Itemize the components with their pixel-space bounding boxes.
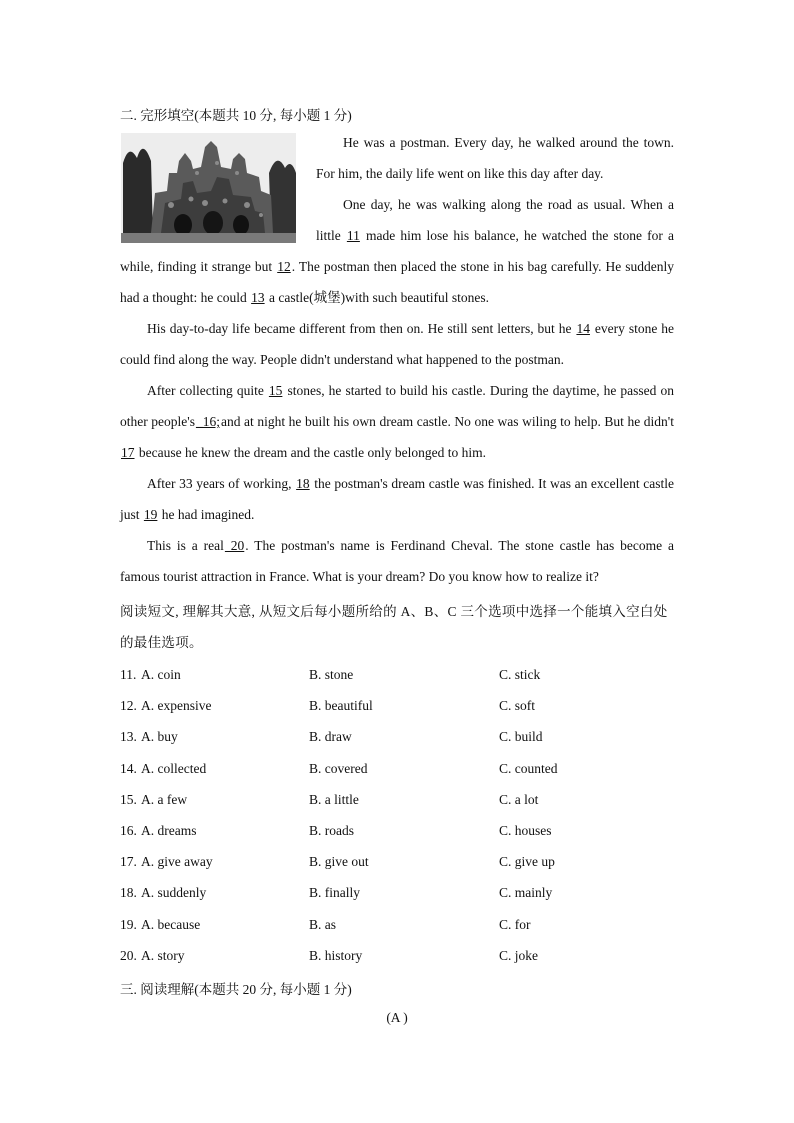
passage-label: (A ) [386, 1010, 408, 1025]
blank-11: 11 [346, 228, 360, 243]
option-row: 14. A. collected B. covered C. counted [120, 760, 558, 776]
option-row: 11. A. coin B. stone C. stick [120, 667, 541, 682]
blank-15: 15 [268, 383, 283, 398]
options-list [120, 659, 680, 971]
section-title-cloze: 二. 完形填空(本题共 10 分, 每小题 1 分) [120, 108, 352, 123]
blank-19: 19 [143, 507, 158, 522]
blank-13: 13 [251, 290, 265, 305]
option-row: 16. A. dreams B. roads C. houses [120, 822, 552, 838]
blank-17: 17 [121, 445, 135, 460]
blank-20: 20 [224, 538, 245, 553]
option-row: 20. A. story B. history C. joke [120, 947, 538, 963]
blank-18: 18 [296, 476, 310, 491]
blank-12: 12 [277, 259, 291, 274]
blank-16: _16; [195, 414, 220, 429]
paragraph-5: After 33 years of working, 18 the postman's dream castle was finished. It was an excellent castle just 19 he had imagined. [120, 476, 674, 522]
option-row: 18. A. suddenly B. finally C. mainly [120, 885, 553, 901]
paragraph-3: His day-to-day life became different from then on. He still sent letters, but he 14 every stone he could find along the way. People didn't understand what happened to the postman. [120, 321, 675, 367]
option-row: 12. A. expensive B. beautiful C. soft [120, 698, 536, 714]
blank-14: 14 [576, 321, 590, 336]
section-title-reading: 三. 阅读理解(本题共 20 分, 每小题 1 分) [120, 982, 352, 997]
paragraph-6: This is a real 20. The postman's name is Ferdinand Cheval. The stone castle has become a famous tourist attraction in France. What is your dream? Do you know how to realize it? [120, 538, 674, 584]
photo-spacer [120, 127, 305, 235]
paragraph-2: One day, he was walking along the road as usual. When a little 11 made him lose his balance, he watched the stone for a while, finding it strange but 12. The postman then placed the stone in his bag carefully. He suddenly had a thought: he could 13 a castle(城堡)with such beautiful stones. [120, 197, 674, 305]
option-row: 17. A. give away B. give out C. give up [120, 854, 555, 870]
instructions: 阅读短文, 理解其大意, 从短文后每小题所给的 A、B、C 三个选项中选择一个能填入空白处的最佳选项。 [120, 604, 668, 650]
paragraph-4: After collecting quite 15 stones, he started to build his castle. During the daytime, he passed on other people's_16;and at night he built his own dream castle. No one was wiling to help. But he didn't 17 because he knew the dream and the castle only belonged to him. [120, 383, 674, 460]
option-row: 15. A. a few B. a little C. a lot [120, 791, 539, 807]
paragraph-1: He was a postman. Every day, he walked around the town. For him, the daily life went on like this day after day. [316, 135, 674, 181]
option-row: 19. A. because B. as C. for [120, 916, 531, 932]
option-row: 13. A. buy B. draw C. build [120, 729, 543, 745]
passage [120, 127, 674, 592]
